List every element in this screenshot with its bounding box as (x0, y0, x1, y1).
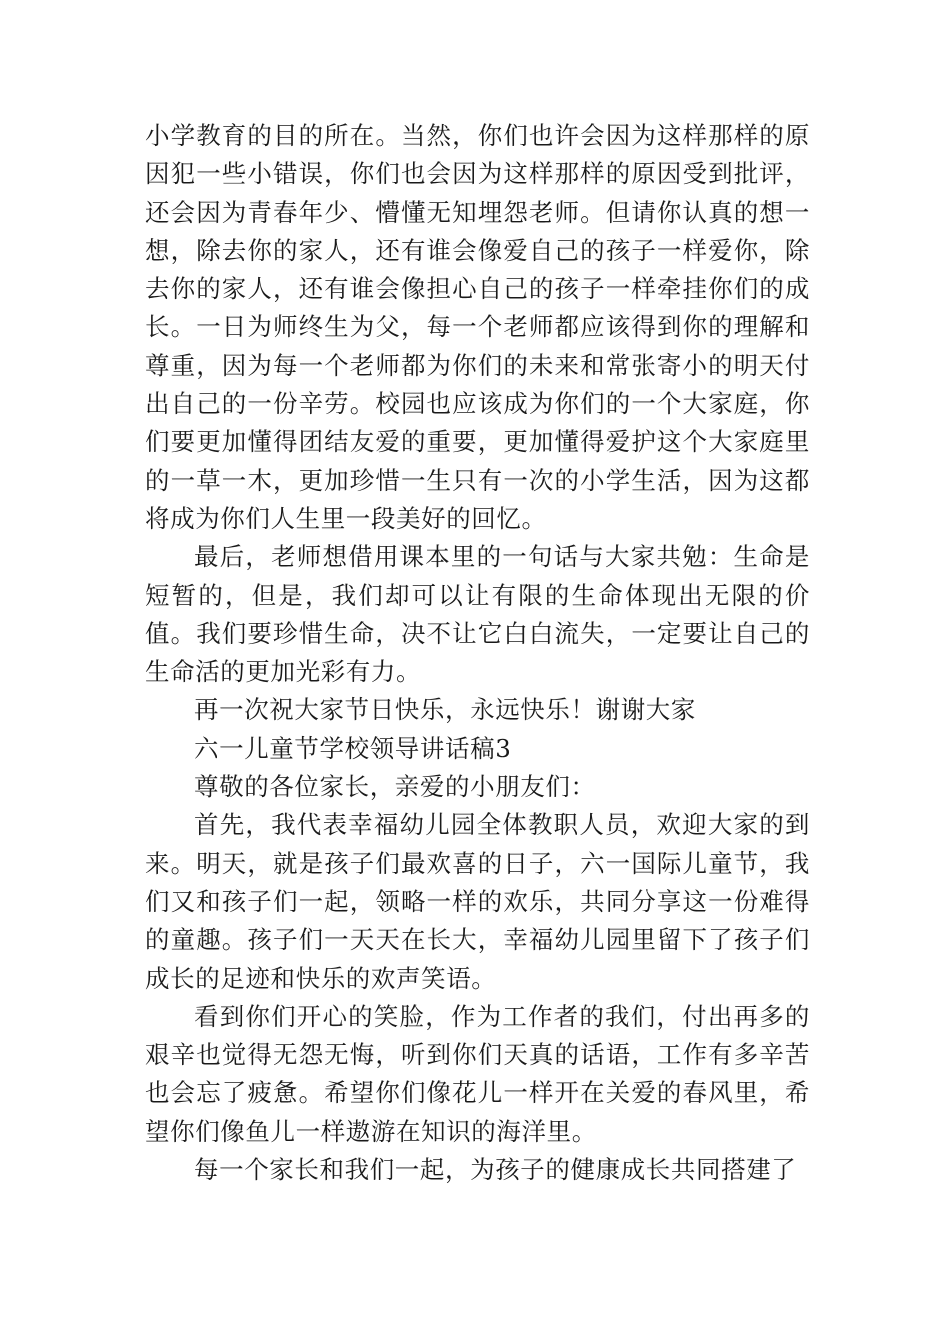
section-title: 六一儿童节学校领导讲话稿3 (194, 733, 512, 763)
salutation: 尊敬的各位家长，亲爱的小朋友们： (194, 772, 596, 802)
paragraph-parents: 每一个家长和我们一起，为孩子的健康成长共同搭建了 (194, 1155, 797, 1185)
paragraph-welcome: 首先，我代表幸福幼儿园全体教职人员，欢迎大家的到来。明天，就是孩子们最欢喜的日子，六一国际儿童节，我们又和孩子们一起，领略一样的欢乐，共同分享这一份难得的童趣。孩子们一天天在长大，幸福幼儿园里留下了孩子们成长的足迹和快乐的欢声笑语。 (145, 810, 810, 993)
document-body (145, 117, 810, 1189)
paragraph-thanks: 再一次祝大家节日快乐，永远快乐！谢谢大家 (194, 695, 696, 725)
paragraph-smiles: 看到你们开心的笑脸，作为工作者的我们，付出再多的艰辛也觉得无怨无悔，听到你们天真的话语，工作有多辛苦也会忘了疲惫。希望你们像花儿一样开在关爱的春风里，希望你们像鱼儿一样遨游在知识的海洋里。 (145, 1001, 810, 1146)
paragraph-closing-remarks: 最后，老师想借用课本里的一句话与大家共勉：生命是短暂的，但是，我们却可以让有限的生命体现出无限的价值。我们要珍惜生命，决不让它白白流失，一定要让自己的生命活的更加光彩有力。 (145, 542, 810, 687)
paragraph-continued: 小学教育的目的所在。当然，你们也许会因为这样那样的原因犯一些小错误，你们也会因为这样那样的原因受到批评，还会因为青春年少、懵懂无知埋怨老师。但请你认真的想一想，除去你的家人，还有谁会像爱自己的孩子一样爱你，除去你的家人，还有谁会像担心自己的孩子一样牵挂你们的成长。一日为师终生为父，每一个老师都应该得到你的理解和尊重，因为每一个老师都为你们的未来和常张寄小的明天付出自己的一份辛劳。校园也应该成为你们的一个大家庭，你们要更加懂得团结友爱的重要，更加懂得爱护这个大家庭里的一草一木，更加珍惜一生只有一次的小学生活，因为这都将成为你们人生里一段美好的回忆。 (145, 121, 810, 533)
